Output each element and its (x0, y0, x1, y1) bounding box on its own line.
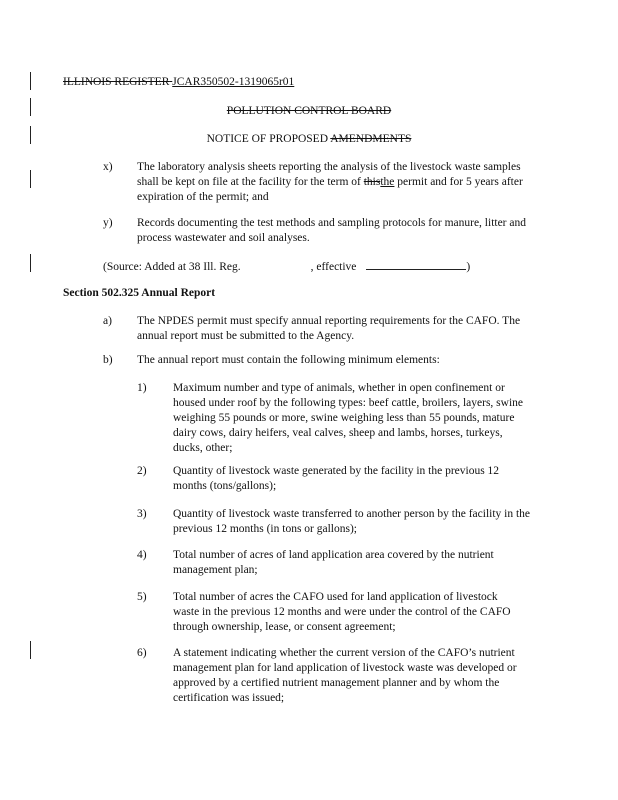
element-2-label: 2) (137, 465, 147, 477)
notice-prefix: NOTICE OF PROPOSED (206, 133, 331, 145)
element-5-text: Total number of acres the CAFO used for land application of livestock waste in the previous 12 months and were under the control of the CAFO through ownership, lease, or consent agreement; (173, 591, 511, 633)
element-1-label: 1) (137, 382, 147, 394)
element-6-text: A statement indicating whether the current version of the CAFO’s nutrient management plan for land application of livestock waste was developed or approved by a certified nutrient management planner and by whom the certification was issued; (173, 647, 517, 704)
element-3-label: 3) (137, 508, 147, 520)
element-3-text: Quantity of livestock waste transferred to another person by the facility in the previous 12 months (in tons or gallons); (173, 508, 531, 535)
subsection-a-text: The NPDES permit must specify annual reporting requirements for the CAFO. The annual report must be submitted to the Agency. (137, 315, 521, 342)
change-bar-6 (30, 641, 31, 659)
item-x-struck: this (363, 176, 381, 188)
source-text: (Source: Added at 38 Ill. Reg. (103, 261, 241, 273)
element-6-label: 6) (137, 647, 147, 659)
register-title: ILLINOIS REGISTER (63, 76, 170, 88)
change-bar-4 (30, 170, 31, 188)
effective-date-blank (366, 258, 466, 270)
element-5-label: 5) (137, 591, 147, 603)
item-x-label: x) (103, 161, 113, 173)
register-header (63, 75, 294, 90)
item-y-text: Records documenting the test methods and sampling protocols for manure, litter and process wastewater and soil analyses. (137, 217, 526, 244)
notice-title (0, 132, 618, 147)
board-name: POLLUTION CONTROL BOARD (226, 105, 392, 117)
item-y-label: y) (103, 217, 113, 229)
section-heading: Section 502.325 Annual Report (63, 287, 216, 299)
source-close: ) (466, 261, 471, 273)
change-bar-5 (30, 254, 31, 272)
source-effective: , effective (310, 261, 357, 273)
item-x-inserted: the (380, 176, 395, 188)
change-bar-1 (30, 72, 31, 90)
item-x-text: The laboratory analysis sheets reporting the analysis of the livestock waste samples shall be kept on file at the facility for the term of thisthe permit and for 5 years after expiration of the permit; and (137, 161, 523, 203)
source-note (103, 258, 470, 275)
notice-struck: AMENDMENTS (330, 133, 412, 145)
element-4-text: Total number of acres of land application area covered by the nutrient management plan; (173, 549, 494, 576)
subsection-b-text: The annual report must contain the following minimum elements: (137, 354, 440, 366)
subsection-b-label: b) (103, 354, 113, 366)
element-4-label: 4) (137, 549, 147, 561)
register-code: JCAR350502-1319065r01 (172, 76, 295, 88)
element-2-text: Quantity of livestock waste generated by the facility in the previous 12 months (tons/gallons); (173, 465, 500, 492)
board-title (0, 104, 618, 119)
element-1-text: Maximum number and type of animals, whether in open confinement or housed under roof by the following types: beef cattle, broilers, layers, swine weighing 55 pounds or more, swine weighing less than 55 pounds, mature dairy cows, dairy heifers, veal calves, sheep and lambs, horses, turkeys, ducks, other; (173, 382, 524, 454)
subsection-a-label: a) (103, 315, 112, 327)
